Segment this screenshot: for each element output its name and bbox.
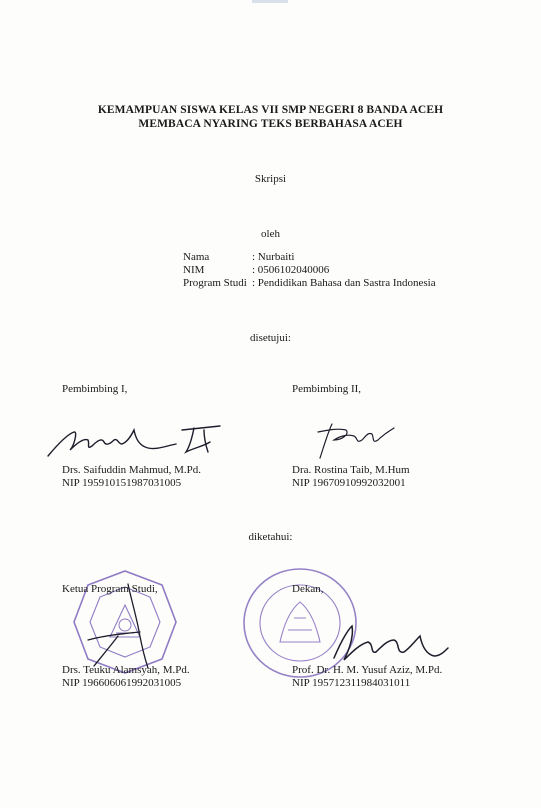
advisor1-role: Pembimbing I,	[62, 383, 128, 395]
dean-name: Prof. Dr. H. M. Yusuf Aziz, M.Pd.	[292, 664, 443, 676]
advisor2-role: Pembimbing II,	[292, 383, 362, 395]
advisor1-name: Drs. Saifuddin Mahmud, M.Pd.	[62, 464, 202, 476]
dean-signature	[330, 618, 450, 670]
nim-value: : 0506102040006	[252, 264, 330, 276]
name-label: Nama	[183, 251, 210, 263]
title-line-1: KEMAMPUAN SISWA KELAS VII SMP NEGERI 8 BANDA ACEH	[97, 104, 444, 116]
dean-nip: NIP 195712311984031011	[292, 677, 411, 689]
advisor2-name: Dra. Rostina Taib, M.Hum	[292, 464, 410, 476]
nim-label: NIM	[183, 264, 205, 276]
advisor2-signature	[306, 418, 402, 464]
approved-label: disetujui:	[250, 332, 291, 344]
head-of-program-nip: NIP 196606061992031005	[62, 677, 182, 689]
program-value: : Pendidikan Bahasa dan Sastra Indonesia	[252, 277, 436, 289]
title-line-2: MEMBACA NYARING TEKS BERBAHASA ACEH	[138, 118, 403, 130]
acknowledged-label: diketahui:	[248, 531, 293, 543]
advisor1-nip: NIP 195910151987031005	[62, 477, 182, 489]
dean-role: Dekan,	[292, 583, 324, 595]
program-label: Program Studi	[183, 277, 247, 289]
scan-mark	[252, 0, 288, 3]
document-type: Skripsi	[254, 173, 287, 185]
by-label: oleh	[261, 228, 280, 240]
advisor1-signature	[44, 416, 224, 466]
head-of-program-role: Ketua Program Studi,	[62, 583, 158, 595]
advisor2-nip: NIP 19670910992032001	[292, 477, 406, 489]
name-value: : Nurbaiti	[252, 251, 295, 263]
head-of-program-name: Drs. Teuku Alamsyah, M.Pd.	[62, 664, 190, 676]
